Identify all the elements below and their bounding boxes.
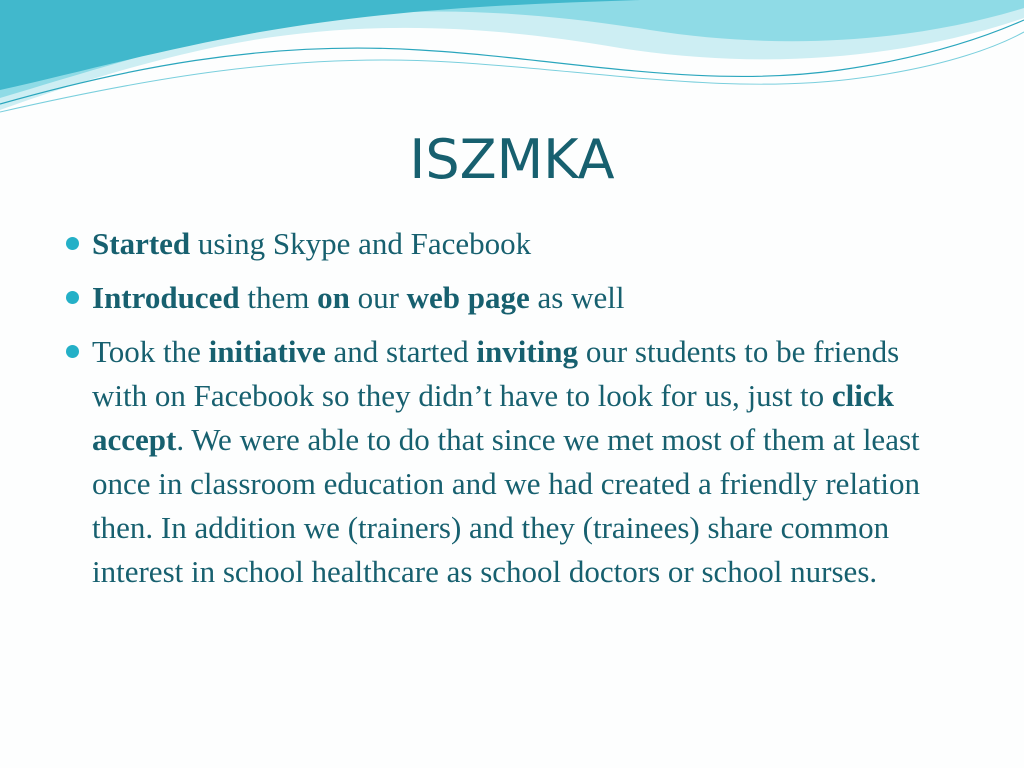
bullet-text: them [239,280,318,315]
header-wave-decoration [0,0,1024,130]
bullet-text: our students to be friends with on Facebook so they didn’t have to look for us, just to [92,334,900,413]
bullet-text-bold: web page [406,280,530,315]
bullet-text: as well [529,280,625,315]
bullet-text: our [349,280,407,315]
slide-title: ISZMKA [409,128,615,191]
list-item [62,222,962,266]
bullet-text-bold: Introduced [92,280,240,315]
bullet-dot-icon [66,291,79,304]
bullet-text-bold: click accept [92,378,894,457]
list-item [62,276,962,320]
bullet-text: using Skype and Facebook [190,226,532,261]
bullet-text-bold: initiative [208,334,326,369]
bullet-text-bold: Started [92,226,191,261]
bullet-text: and started [325,334,477,369]
bullet-dot-icon [66,345,79,358]
bullet-dot-icon [66,237,79,250]
bullet-text-bold: inviting [476,334,579,369]
bullet-text: Took the [92,334,209,369]
bullet-text: . We were able to do that since we met most of them at least once in classroom education and we had created a friendly relation then. In addition we (trainers) and they (trainees) share common interest in school healthcare as school doctors or school nurses. [92,422,921,589]
bullet-text-bold: on [317,280,350,315]
bullet-list [62,222,962,604]
list-item [62,330,962,594]
